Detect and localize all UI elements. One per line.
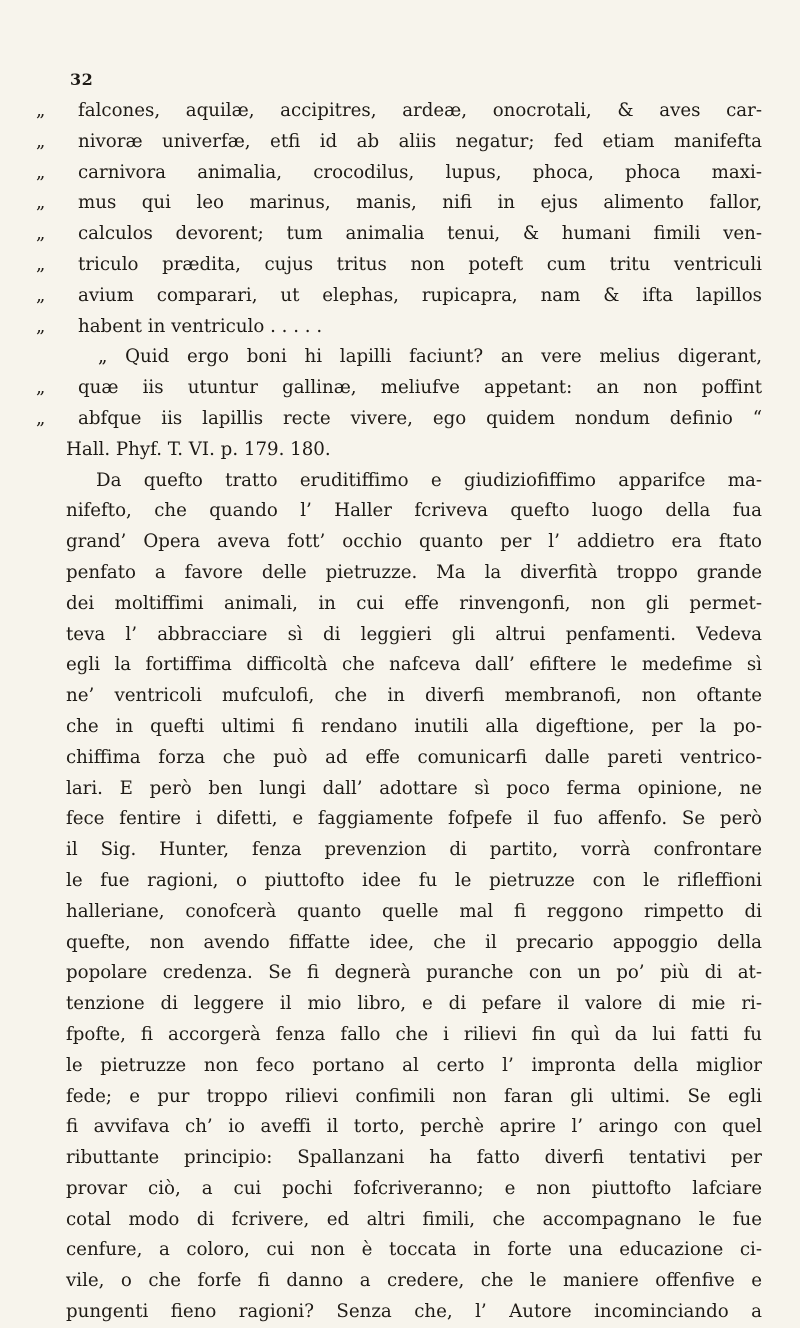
text-line <box>36 1082 762 1113</box>
page-number: 32 <box>70 70 94 89</box>
line-text: pungenti fieno ragioni? Senza che, l’ Autore incominciando a <box>66 1301 762 1323</box>
line-text: triculo prædita, cujus tritus non poteft cum tritu ventriculi <box>78 253 762 275</box>
text-line <box>36 589 762 620</box>
line-text: tenzione di leggere il mio libro, e di pefare il valore di mie ri- <box>66 993 762 1015</box>
text-line <box>36 281 762 312</box>
text-line <box>36 435 762 466</box>
text-line <box>36 866 762 897</box>
text-line <box>36 1143 762 1174</box>
text-line <box>36 1112 762 1143</box>
quote-mark: „ <box>36 192 46 214</box>
text-line <box>36 1205 762 1236</box>
line-text: nivoræ univerfæ, etfi id ab aliis negatur; fed etiam manifefta <box>78 130 762 152</box>
line-text: fece fentire i difetti, e faggiamente fofpefe il fuo affenfo. Se però <box>66 808 762 830</box>
line-text: provar ciò, a cui pochi fofcriveranno; e non piuttofto lafciare <box>66 1177 762 1199</box>
text-line <box>36 250 762 281</box>
text-line <box>36 127 762 158</box>
text-line <box>36 496 762 527</box>
line-text: grand’ Opera aveva fott’ occhio quanto per l’ addietro era ftato <box>66 531 762 553</box>
text-line <box>36 1051 762 1082</box>
text-line <box>36 1297 762 1328</box>
text-line <box>36 96 762 127</box>
text-line <box>36 558 762 589</box>
text-line <box>36 188 762 219</box>
line-text: ne’ ventricoli mufculofi, che in diverfi membranofi, non oftante <box>66 685 762 707</box>
line-text: dei moltiffimi animali, in cui effe rinvengonfi, non gli permet- <box>66 592 762 614</box>
text-line <box>36 342 762 373</box>
quote-mark: „ <box>36 100 46 121</box>
text-line <box>36 158 762 189</box>
text-body <box>36 96 762 1328</box>
quote-mark: „ <box>36 315 46 337</box>
line-text: vile, o che forfe fi danno a credere, che le maniere offenfive e <box>66 1270 762 1292</box>
quote-mark: „ <box>36 407 46 429</box>
line-text: fpofte, fi accorgerà fenza fallo che i rilievi fin quì da lui fatti fu <box>66 1023 762 1045</box>
line-text: le pietruzze non feco portano al certo l’ impronta della miglior <box>66 1054 762 1076</box>
line-text: Da quefto tratto eruditiffimo e giudiziofiffimo apparifce ma- <box>96 469 762 491</box>
line-text: popolare credenza. Se fi degnerà puranche con un po’ più di at- <box>66 962 762 984</box>
text-line <box>36 928 762 959</box>
text-line <box>36 989 762 1020</box>
text-line <box>36 1266 762 1297</box>
text-line <box>36 1020 762 1051</box>
text-line <box>36 774 762 805</box>
line-text: fi avvifava ch’ io aveffi il torto, perchè aprire l’ aringo con quel <box>66 1116 762 1138</box>
line-text: mus qui leo marinus, manis, nifi in ejus alimento fallor, <box>78 192 762 214</box>
line-text: teva l’ abbracciare sì di leggieri gli altrui penfamenti. Vedeva <box>66 623 762 645</box>
line-text: ributtante principio: Spallanzani ha fatto diverfi tentativi per <box>66 1147 762 1169</box>
line-text: „ Quid ergo boni hi lapilli faciunt? an vere melius digerant, <box>98 346 762 368</box>
quote-mark: „ <box>36 377 46 399</box>
text-line <box>36 373 762 404</box>
quote-mark: „ <box>36 130 46 152</box>
text-line <box>36 404 762 435</box>
text-line <box>36 219 762 250</box>
text-line <box>36 681 762 712</box>
line-text: quæ iis utuntur gallinæ, meliufve appetant: an non poffint <box>78 377 762 399</box>
text-line <box>36 958 762 989</box>
text-line <box>36 804 762 835</box>
line-text: egli la fortiffima difficoltà che nafceva dall’ efiftere le medefime sì <box>66 654 762 676</box>
line-text: penfato a favore delle pietruzze. Ma la diverfità troppo grande <box>66 561 762 583</box>
line-text: fede; e pur troppo rilievi confimili non faran gli ultimi. Se egli <box>66 1085 762 1107</box>
text-line <box>36 466 762 497</box>
text-line <box>36 1235 762 1266</box>
line-text: cotal modo di fcrivere, ed altri fimili, che accompagnano le fue <box>66 1208 762 1230</box>
line-text: quefte, non avendo fiffatte idee, che il precario appoggio della <box>66 931 762 953</box>
line-text: avium comparari, ut elephas, rupicapra, nam & ifta lapillos <box>78 284 762 306</box>
text-line <box>36 312 762 343</box>
text-line <box>36 527 762 558</box>
quote-mark: „ <box>36 253 46 275</box>
line-text: chiffima forza che può ad effe comunicarfi dalle pareti ventrico- <box>66 746 762 768</box>
text-line <box>36 897 762 928</box>
line-text: abfque iis lapillis recte vivere, ego quidem nondum definio “ <box>78 407 762 429</box>
quote-mark: „ <box>36 223 46 245</box>
line-text: cenfure, a coloro, cui non è toccata in forte una educazione ci- <box>66 1239 762 1261</box>
text-line <box>36 620 762 651</box>
text-line <box>36 835 762 866</box>
line-text: falcones, aquilæ, accipitres, ardeæ, onocrotali, & aves car- <box>78 100 762 121</box>
line-text: lari. E però ben lungi dall’ adottare sì poco ferma opinione, ne <box>66 777 762 799</box>
text-line <box>36 1174 762 1205</box>
quote-mark: „ <box>36 161 46 183</box>
line-text: Hall. Phyf. T. VI. p. 179. 180. <box>66 438 331 460</box>
text-line <box>36 650 762 681</box>
quote-mark: „ <box>36 284 46 306</box>
line-text: nifefto, che quando l’ Haller fcriveva quefto luogo della fua <box>66 500 762 522</box>
line-text: halleriane, conofcerà quanto quelle mal fi reggono rimpetto di <box>66 900 762 922</box>
text-line <box>36 712 762 743</box>
line-text: il Sig. Hunter, fenza prevenzion di partito, vorrà confrontare <box>66 839 762 861</box>
line-text: habent in ventriculo . . . . . <box>78 315 323 337</box>
line-text: carnivora animalia, crocodilus, lupus, phoca, phoca maxi- <box>78 161 762 183</box>
text-line <box>36 743 762 774</box>
line-text: calculos devorent; tum animalia tenui, & humani fimili ven- <box>78 223 762 245</box>
line-text: che in quefti ultimi fi rendano inutili alla digeftione, per la po- <box>66 715 762 737</box>
line-text: le fue ragioni, o piuttofto idee fu le pietruzze con le rifleffioni <box>66 869 762 891</box>
